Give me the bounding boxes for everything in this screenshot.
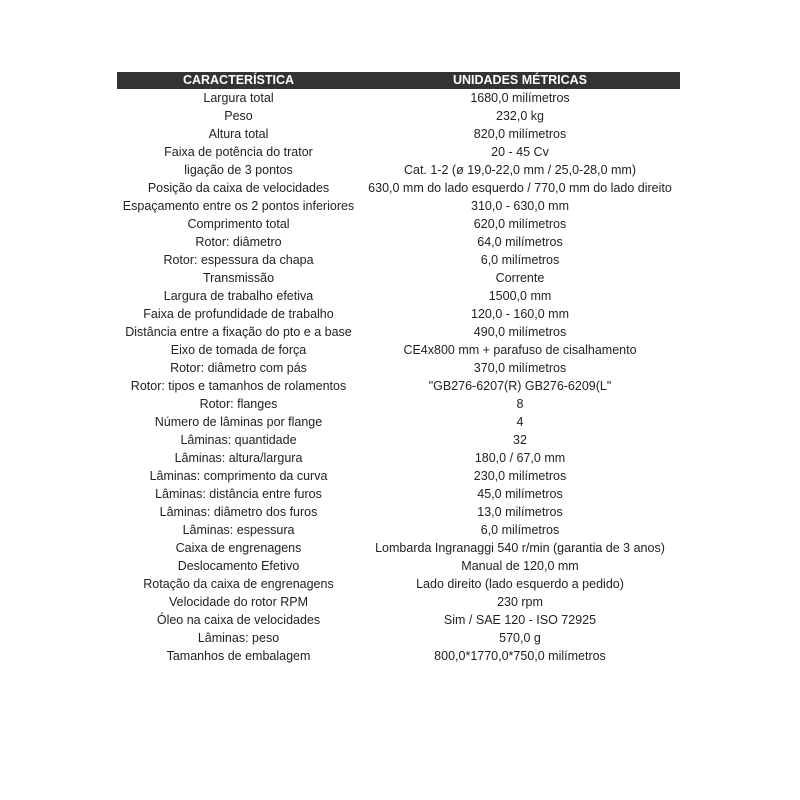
characteristic-cell: Comprimento total	[187, 216, 290, 231]
table-row	[117, 611, 680, 629]
table-row	[117, 431, 680, 449]
characteristic-cell: Largura de trabalho efetiva	[163, 288, 314, 303]
value-cell: 120,0 - 160,0 mm	[471, 306, 569, 321]
value-cell: 1680,0 milímetros	[470, 90, 570, 105]
value-cell: 6,0 milímetros	[480, 522, 560, 537]
characteristic-cell: Lâminas: peso	[197, 630, 280, 645]
characteristic-cell: Rotor: diâmetro	[195, 234, 282, 249]
characteristic-cell: Caixa de engrenagens	[175, 540, 302, 555]
value-cell: 180,0 / 67,0 mm	[474, 450, 566, 465]
characteristic-cell: Rotor: espessura da chapa	[163, 252, 314, 267]
table-row	[117, 575, 680, 593]
value-cell: 620,0 milímetros	[473, 216, 567, 231]
table-row	[117, 269, 680, 287]
characteristic-cell: Velocidade do rotor RPM	[169, 594, 308, 609]
value-cell: 570,0 g	[499, 630, 541, 645]
table-row	[117, 233, 680, 251]
value-cell: 310,0 - 630,0 mm	[471, 198, 569, 213]
value-cell: 630,0 mm do lado esquerdo / 770,0 mm do lado direito	[368, 180, 672, 195]
characteristic-cell: Lâminas: comprimento da curva	[149, 468, 328, 483]
table-row	[117, 341, 680, 359]
table-row	[117, 647, 680, 665]
table-row	[117, 629, 680, 647]
table-row	[117, 125, 680, 143]
value-cell: Sim / SAE 120 - ISO 72925	[443, 612, 597, 627]
characteristic-cell: Número de lâminas por flange	[154, 414, 323, 429]
spec-table	[117, 72, 680, 665]
table-row	[117, 557, 680, 575]
table-row	[117, 305, 680, 323]
value-cell: 6,0 milímetros	[480, 252, 560, 267]
characteristic-cell: Óleo na caixa de velocidades	[156, 612, 321, 627]
characteristic-cell: Altura total	[208, 126, 269, 141]
characteristic-cell: Lâminas: diâmetro dos furos	[159, 504, 318, 519]
value-cell: 370,0 milímetros	[473, 360, 567, 375]
table-row	[117, 197, 680, 215]
value-cell: 1500,0 mm	[488, 288, 552, 303]
value-cell: Cat. 1-2 (ø 19,0-22,0 mm / 25,0-28,0 mm)	[403, 162, 637, 177]
value-cell: "GB276-6207(R) GB276-6209(L"	[428, 378, 612, 393]
table-row	[117, 503, 680, 521]
value-cell: Corrente	[495, 270, 545, 285]
characteristic-cell: Largura total	[203, 90, 274, 105]
characteristic-cell: Faixa de profundidade de trabalho	[143, 306, 334, 321]
table-row	[117, 539, 680, 557]
value-cell: 230,0 milímetros	[473, 468, 567, 483]
value-cell: Manual de 120,0 mm	[461, 558, 579, 573]
value-cell: 45,0 milímetros	[477, 486, 563, 501]
table-header-row	[117, 72, 680, 89]
table-row	[117, 179, 680, 197]
value-cell: 20 - 45 Cv	[491, 144, 549, 159]
table-row	[117, 467, 680, 485]
characteristic-cell: Eixo de tomada de força	[170, 342, 307, 357]
table-row	[117, 107, 680, 125]
table-row	[117, 359, 680, 377]
characteristic-cell: Tamanhos de embalagem	[166, 648, 311, 663]
value-cell: 232,0 kg	[496, 108, 544, 123]
value-cell: 8	[516, 396, 524, 411]
value-cell: 230 rpm	[497, 594, 543, 609]
table-row	[117, 323, 680, 341]
value-cell: 490,0 milímetros	[473, 324, 567, 339]
value-cell: 13,0 milímetros	[477, 504, 563, 519]
value-cell: 32	[513, 432, 527, 447]
table-row	[117, 449, 680, 467]
characteristic-cell: Transmissão	[202, 270, 275, 285]
characteristic-cell: Espaçamento entre os 2 pontos inferiores	[122, 198, 355, 213]
characteristic-cell: Lâminas: distância entre furos	[155, 486, 322, 501]
value-cell: CE4x800 mm + parafuso de cisalhamento	[403, 342, 637, 357]
table-body	[117, 89, 680, 665]
characteristic-cell: Lâminas: altura/largura	[174, 450, 303, 465]
characteristic-cell: Rotação da caixa de engrenagens	[143, 576, 334, 591]
characteristic-cell: Lâminas: espessura	[182, 522, 295, 537]
table-row	[117, 287, 680, 305]
table-row	[117, 251, 680, 269]
table-row	[117, 413, 680, 431]
header-characteristic: CARACTERÍSTICA	[117, 72, 360, 89]
value-cell: 800,0*1770,0*750,0 milímetros	[434, 648, 606, 663]
characteristic-cell: Peso	[224, 108, 253, 123]
characteristic-cell: Faixa de potência do trator	[164, 144, 313, 159]
table-row	[117, 143, 680, 161]
value-cell: 820,0 milímetros	[473, 126, 567, 141]
table-row	[117, 377, 680, 395]
table-row	[117, 485, 680, 503]
characteristic-cell: Rotor: flanges	[199, 396, 278, 411]
characteristic-cell: Rotor: diâmetro com pás	[170, 360, 307, 375]
table-row	[117, 89, 680, 107]
header-metric-units: UNIDADES MÉTRICAS	[360, 72, 680, 89]
characteristic-cell: Distância entre a fixação do pto e a base	[125, 324, 352, 339]
table-row	[117, 593, 680, 611]
characteristic-cell: Rotor: tipos e tamanhos de rolamentos	[130, 378, 347, 393]
value-cell: 4	[516, 414, 524, 429]
value-cell: 64,0 milímetros	[477, 234, 563, 249]
characteristic-cell: ligação de 3 pontos	[184, 162, 293, 177]
characteristic-cell: Deslocamento Efetivo	[177, 558, 300, 573]
table-row	[117, 521, 680, 539]
table-row	[117, 395, 680, 413]
table-row	[117, 215, 680, 233]
table-row	[117, 161, 680, 179]
value-cell: Lado direito (lado esquerdo a pedido)	[416, 576, 624, 591]
value-cell: Lombarda Ingranaggi 540 r/min (garantia de 3 anos)	[375, 540, 665, 555]
characteristic-cell: Lâminas: quantidade	[180, 432, 297, 447]
characteristic-cell: Posição da caixa de velocidades	[147, 180, 330, 195]
